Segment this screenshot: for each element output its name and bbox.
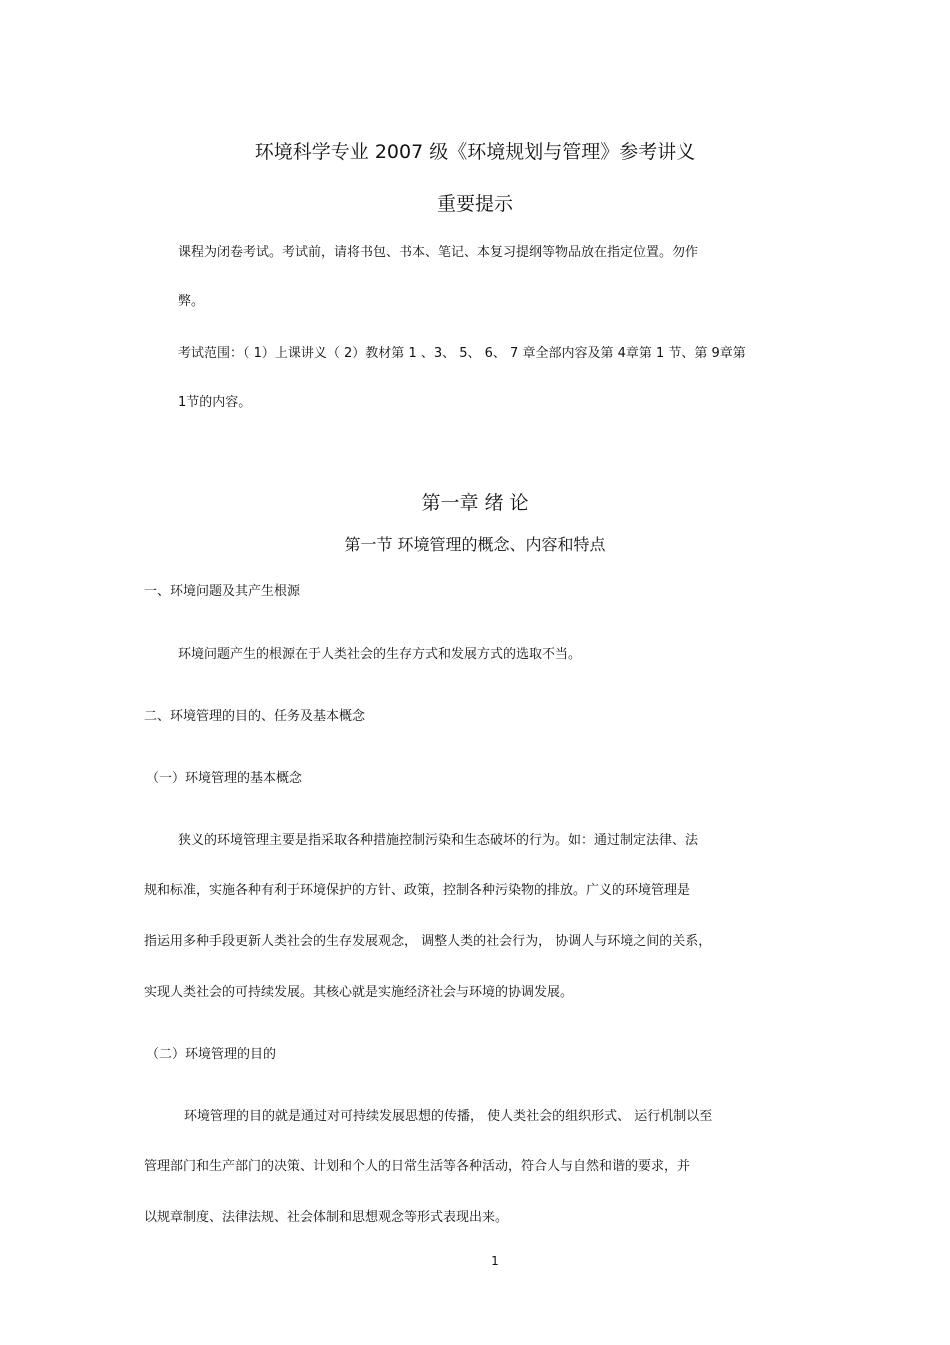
notice-paragraph-2-line-1: 考试范围：（ 1）上课讲义（ 2）教材第 1 、3、 5、 6、 7 章全部内容及第 4章第 1 节、第 9章第 (178, 346, 746, 361)
notice-heading: 重要提示 (436, 193, 513, 215)
concept-paragraph-line-2: 规和标准，实施各种有利于环境保护的方针、政策，控制各种污染物的排放。广义的环境管理是 (144, 883, 691, 898)
heading-environmental-problems: 一、环境问题及其产生根源 (144, 584, 301, 599)
paragraph-problem-root: 环境问题产生的根源在于人类社会的生存方式和发展方式的选取不当。 (178, 647, 582, 662)
concept-paragraph-line-1: 狭义的环境管理主要是指采取各种措施控制污染和生态破坏的行为。如：通过制定法律、法 (178, 833, 699, 848)
heading-management-purpose-tasks: 二、环境管理的目的、任务及基本概念 (144, 709, 366, 724)
concept-paragraph-line-4: 实现人类社会的可持续发展。其核心就是实施经济社会与环境的协调发展。 (144, 985, 574, 1000)
subheading-basic-concept: （一）环境管理的基本概念 (146, 771, 303, 786)
purpose-paragraph-line-1: 环境管理的目的就是通过对可持续发展思想的传播， 使人类社会的组织形式、 运行机制以至 (184, 1109, 713, 1124)
page-number: 1 (491, 1254, 499, 1268)
purpose-paragraph-line-2: 管理部门和生产部门的决策、计划和个人的日常生活等各种活动，符合人与自然和谐的要求，并 (144, 1159, 691, 1174)
concept-paragraph-line-3: 指运用多种手段更新人类社会的生存发展观念， 调整人类的社会行为， 协调人与环境之间的关系， (144, 934, 712, 949)
notice-paragraph-1-line-2: 弊。 (178, 294, 205, 309)
notice-paragraph-2-line-2: 1节的内容。 (178, 395, 252, 410)
section-title: 第一节 环境管理的概念、内容和特点 (344, 535, 606, 554)
document-title: 环境科学专业 2007 级《环境规划与管理》参考讲义 (254, 141, 696, 163)
purpose-paragraph-line-3: 以规章制度、法律法规、社会体制和思想观念等形式表现出来。 (144, 1210, 509, 1225)
notice-paragraph-1-line-1: 课程为闭卷考试。考试前，请将书包、书本、笔记、本复习提纲等物品放在指定位置。勿作 (178, 245, 699, 260)
chapter-title: 第一章 绪 论 (421, 492, 529, 514)
subheading-management-purpose: （二）环境管理的目的 (146, 1047, 277, 1062)
